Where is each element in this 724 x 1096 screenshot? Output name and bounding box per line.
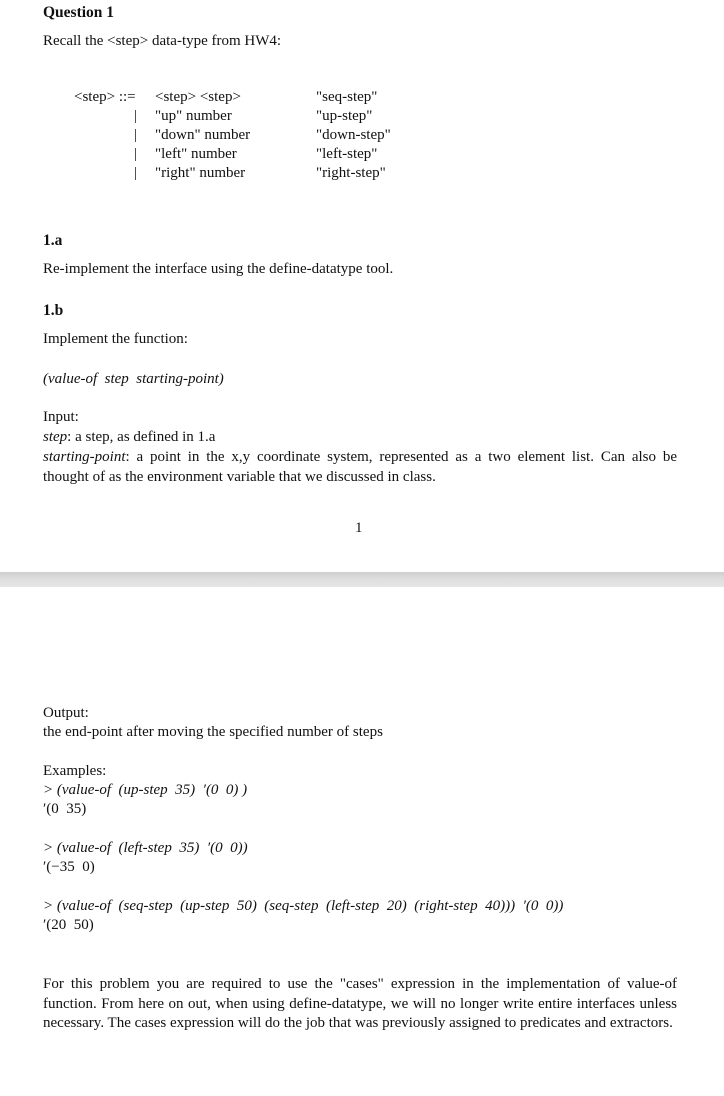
question-intro: Recall the <step> data-type from HW4:	[43, 33, 282, 49]
question-title: Question 1	[43, 4, 115, 21]
grammar-bar: |	[134, 108, 138, 124]
grammar-bar: |	[134, 146, 138, 162]
grammar-rhs: "left" number	[155, 146, 237, 162]
grammar-rhs: "up" number	[155, 108, 232, 124]
page-number: 1	[355, 520, 363, 536]
step-term: step	[43, 429, 68, 445]
part-b-text: Implement the function:	[43, 331, 188, 347]
grammar-variant-name: "up-step"	[316, 108, 373, 124]
input-label: Input:	[43, 409, 79, 425]
grammar-row	[0, 107, 724, 126]
output-label: Output:	[43, 705, 89, 721]
input-starting-point	[43, 448, 677, 487]
function-signature: (value-of step starting-point)	[43, 371, 224, 387]
grammar-rhs: "right" number	[155, 165, 246, 181]
page-separator	[0, 572, 724, 587]
example-call: > (value-of (seq-step (up-step 50) (seq-step (left-step 20) (right-step 40))) ′(0 0))	[43, 898, 564, 914]
starting-point-description: : a point in the x,y coordinate system, represented as a two element list. Can also be thought of as the environment variable that we discussed in class.	[43, 449, 677, 485]
grammar-bar: |	[134, 165, 138, 181]
example-call: > (value-of (left-step 35) ′(0 0))	[43, 840, 248, 856]
part-a-text: Re-implement the interface using the define-datatype tool.	[43, 261, 394, 277]
step-description: : a step, as defined in 1.a	[67, 429, 216, 445]
grammar-bar: |	[134, 127, 138, 143]
output-text: the end-point after moving the specified number of steps	[43, 724, 383, 740]
grammar-rhs: <step> <step>	[155, 89, 241, 105]
part-a-heading: 1.a	[43, 232, 63, 249]
grammar-row	[0, 164, 724, 183]
grammar-row	[0, 88, 724, 107]
grammar-lhs: <step> ::=	[74, 89, 136, 105]
grammar-variant-name: "seq-step"	[316, 89, 378, 105]
grammar-row	[0, 126, 724, 145]
cases-note: For this problem you are required to use the "cases" expression in the implementation of value-of function. From here on out, when using define-datatype, we will no longer write entire interfaces unless necessary. The cases expression will do the job that was previously assigned to predicates and extractors.	[43, 976, 677, 1031]
part-b-heading: 1.b	[43, 302, 64, 319]
examples-label: Examples:	[43, 763, 107, 779]
example-result: ′(0 35)	[43, 801, 87, 817]
starting-point-term: starting-point	[43, 449, 126, 465]
input-step-line	[43, 429, 215, 446]
example-result: ′(20 50)	[43, 917, 94, 933]
example-result: ′(−35 0)	[43, 859, 95, 875]
example-call: > (value-of (up-step 35) ′(0 0) )	[43, 782, 248, 798]
grammar-row	[0, 145, 724, 164]
grammar-rhs: "down" number	[155, 127, 251, 143]
grammar-variant-name: "right-step"	[316, 165, 386, 181]
grammar-variant-name: "down-step"	[316, 127, 391, 143]
grammar-variant-name: "left-step"	[316, 146, 378, 162]
